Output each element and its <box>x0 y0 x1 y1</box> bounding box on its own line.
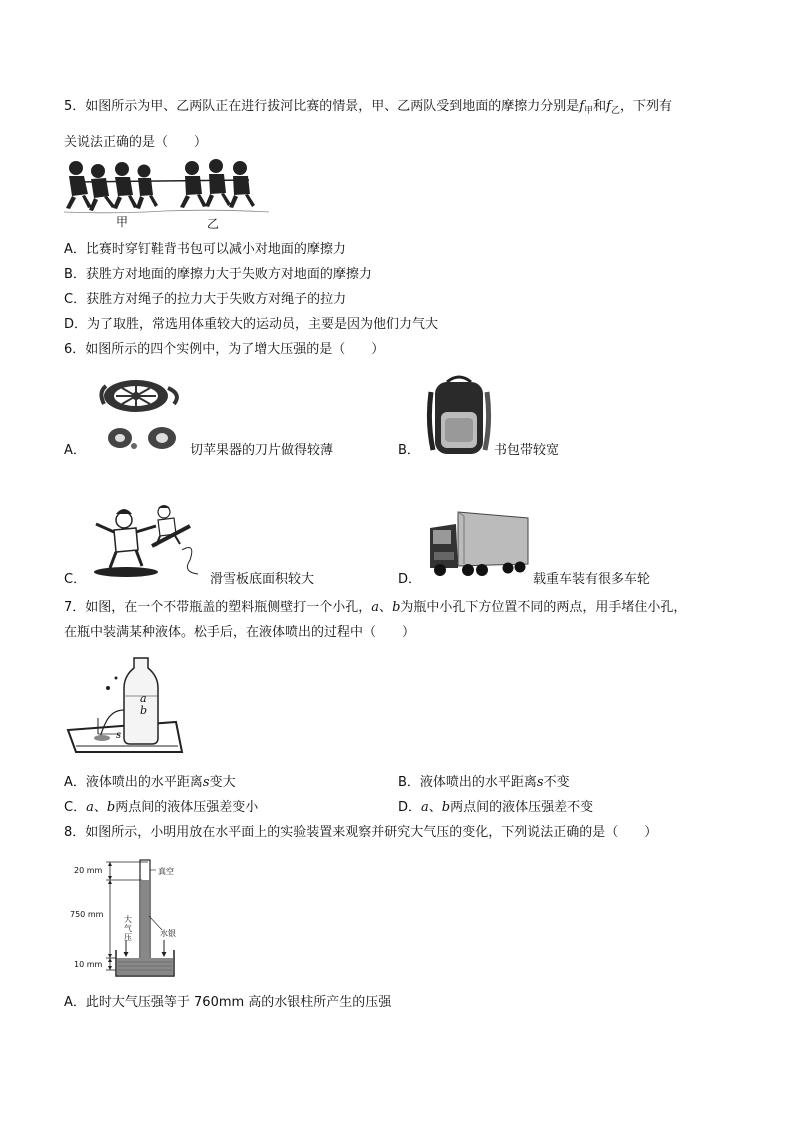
q5-option-d: D．为了取胜，常选用体重较大的运动员，主要是因为他们力气大 <box>64 317 439 332</box>
q6-option-b-text: 书包带较宽 <box>494 443 560 458</box>
q7-c-a: a <box>86 800 94 815</box>
q7-b-var: s <box>536 775 544 790</box>
point-a: a <box>371 600 380 615</box>
q7-c-pre: C． <box>64 800 87 815</box>
point-b: b <box>392 600 401 615</box>
q5-option-b: B．获胜方对地面的摩擦力大于失败方对地面的摩擦力 <box>64 267 372 282</box>
q5-stem-text-b: ，下列有 <box>619 99 672 114</box>
label-10mm: 10 mm <box>74 960 103 969</box>
fig-label-jia: 甲 <box>116 215 129 229</box>
fig-point-b: b <box>140 704 148 717</box>
fig-label-yi: 乙 <box>207 217 220 231</box>
q5-option-a: A．比赛时穿钉鞋背书包可以减小对地面的摩擦力 <box>64 242 346 257</box>
q7-stem-text-b: 为瓶中小孔下方位置不同的两点，用手堵住小孔， <box>400 600 687 615</box>
q6-option-d-letter: D． <box>398 572 422 587</box>
f-symbol: f <box>606 99 611 114</box>
bottle-figure <box>62 652 188 760</box>
q7-option-c <box>64 799 258 817</box>
q7-option-d <box>398 799 593 817</box>
f-subscript-yi: 乙 <box>610 106 620 116</box>
backpack-figure <box>425 372 493 458</box>
q5-option-c: C．获胜方对绳子的拉力大于失败方对绳子的拉力 <box>64 292 347 307</box>
fig-distance-s: s <box>116 730 122 741</box>
tug-of-war-illustration <box>64 156 274 232</box>
and-word: 和 <box>593 99 607 114</box>
q7-option-a <box>64 774 236 792</box>
sep: 、 <box>379 600 393 615</box>
label-20mm: 20 mm <box>74 866 103 875</box>
q7-d-sep: 、 <box>428 800 442 815</box>
q6-option-c-letter: C． <box>64 572 87 587</box>
q7-c-sep: 、 <box>93 800 107 815</box>
label-vacuum: 真空 <box>158 867 174 876</box>
fig-point-a: a <box>140 692 147 705</box>
label-atm-2: 气 <box>124 924 132 933</box>
q7-stem-line1 <box>64 599 686 617</box>
q6-stem: 6．如图所示的四个实例中，为了增大压强的是（ ） <box>64 342 385 357</box>
snowboard-figure <box>86 502 208 584</box>
q7-b-post: 不变 <box>543 775 570 790</box>
q7-c-post: 两点间的液体压强差变小 <box>115 800 259 815</box>
q7-c-b: b <box>106 800 116 815</box>
q7-d-a: a <box>421 800 429 815</box>
q7-a-var: s <box>202 775 210 790</box>
q7-stem-text-a: 7．如图，在一个不带瓶盖的塑料瓶侧壁打一个小孔， <box>64 600 372 615</box>
apple-cutter-figure <box>96 374 186 456</box>
q7-d-pre: D． <box>398 800 422 815</box>
q7-a-post: 变大 <box>209 775 236 790</box>
q5-stem-text-a: 5．如图所示为甲、乙两队正在进行拔河比赛的情景，甲、乙两队受到地面的摩擦力分别是 <box>64 99 580 114</box>
f-subscript-jia: 甲 <box>584 106 594 116</box>
f-symbol: f <box>579 99 585 114</box>
q6-option-a-text: 切苹果器的刀片做得较薄 <box>190 443 334 458</box>
q7-b-pre: B．液体喷出的水平距离 <box>398 775 537 790</box>
q7-d-b: b <box>441 800 451 815</box>
label-mercury: 水银 <box>160 929 176 938</box>
label-750mm: 750 mm <box>70 910 104 919</box>
q6-option-c-text: 滑雪板底面积较大 <box>210 572 315 587</box>
q7-stem-line2: 在瓶中装满某种液体。松手后，在液体喷出的过程中（ ） <box>64 625 416 640</box>
q6-option-b-letter: B． <box>398 443 420 458</box>
q7-option-b <box>398 774 570 792</box>
label-atm-1: 大 <box>124 915 132 924</box>
q5-stem-line2: 关说法正确的是（ ） <box>64 135 208 150</box>
label-atm-3: 压 <box>124 933 132 942</box>
q6-option-d-text: 载重车装有很多车轮 <box>533 572 651 587</box>
q6-option-a-letter: A． <box>64 443 86 458</box>
q8-stem: 8．如图所示，小明用放在水平面上的实验装置来观察并研究大气压的变化，下列说法正确的是（ ） <box>64 825 658 840</box>
q8-option-a: A．此时大气压强等于 760mm 高的水银柱所产生的压强 <box>64 995 392 1010</box>
q7-a-pre: A．液体喷出的水平距离 <box>64 775 203 790</box>
q5-stem-line1 <box>64 98 672 120</box>
tug-of-war-figure <box>64 156 274 232</box>
q7-d-post: 两点间的液体压强差不变 <box>450 800 594 815</box>
torricelli-figure <box>70 856 190 980</box>
truck-figure <box>428 508 530 580</box>
